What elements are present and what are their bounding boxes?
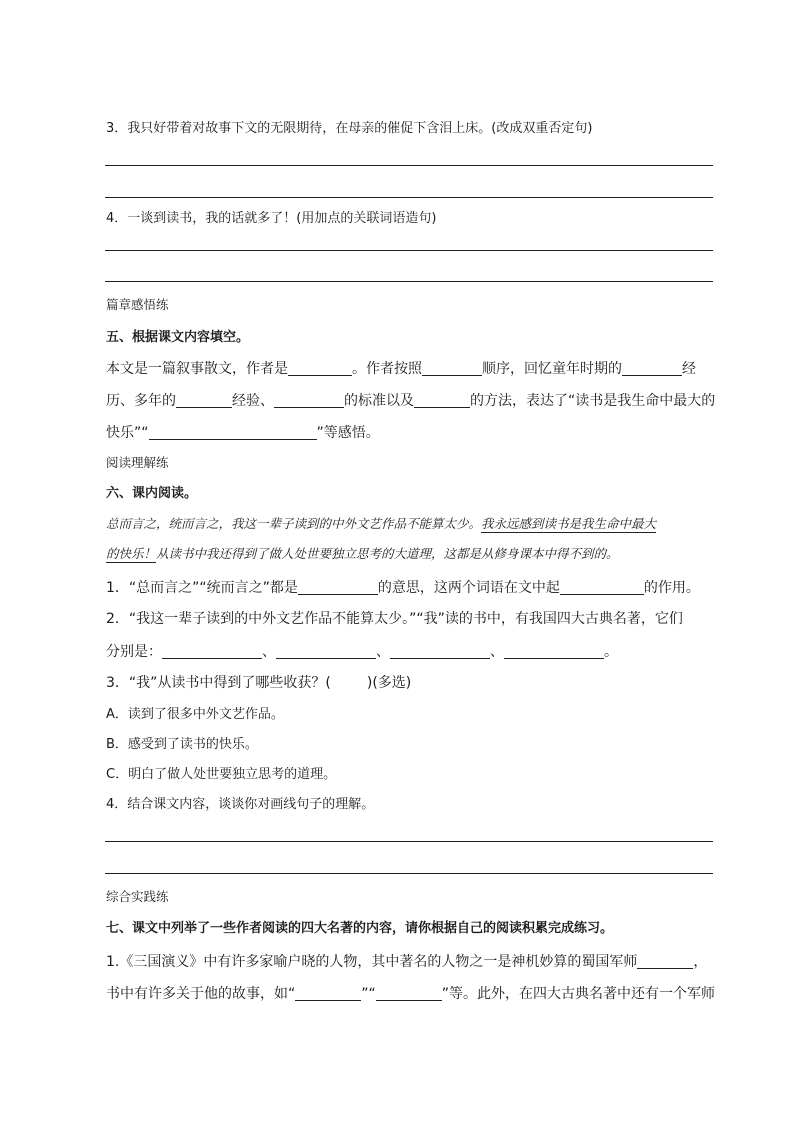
text: ，: [693, 954, 708, 970]
text: 的标准以及: [344, 393, 414, 409]
blank[interactable]: [422, 361, 482, 376]
answer-line[interactable]: [105, 873, 713, 874]
blank[interactable]: [288, 361, 352, 376]
text: ”等。此外，在四大古典名著中还有一个军师: [441, 986, 716, 1002]
section-title-practice: 综合实践练: [106, 889, 169, 904]
passage-text: 总而言之，统而言之，我这一辈子读到的中外文艺作品不能算太少。: [106, 516, 482, 531]
blank[interactable]: [149, 425, 317, 440]
text: 3．“我”从读书中得到了哪些收获？(: [106, 675, 331, 691]
question-3-text: 3．我只好带着对故事下文的无限期待，在母亲的催促下含泪上床。(改成双重否定句): [106, 121, 593, 136]
answer-line[interactable]: [105, 250, 713, 251]
text: 经验、: [232, 393, 274, 409]
text: 历、多年的: [106, 393, 176, 409]
separator: 、: [376, 644, 390, 660]
blank[interactable]: [274, 393, 344, 408]
question-5-line-3: [106, 425, 380, 440]
section-title-reading: 阅读理解练: [106, 455, 169, 470]
question-7-1-line-1: [106, 954, 707, 969]
text: 顺序，回忆童年时期的: [482, 361, 622, 377]
passage-line-1: [106, 518, 656, 531]
blank[interactable]: [276, 644, 376, 659]
question-5-heading: 五、根据课文内容填空。: [106, 330, 250, 345]
question-6-2-line-1: 2．“我这一辈子读到的中外文艺作品不能算太少。”“我”读的书中，有我国四大古典名著，它们: [106, 611, 683, 627]
question-7-heading: 七、课文中列举了一些作者阅读的四大名著的内容，请你根据自己的阅读积累完成练习。: [106, 921, 614, 936]
blank[interactable]: [414, 393, 470, 408]
passage-text: 从读书中我还得到了做人处世要独立思考的大道理，这都是从修身课本中得不到的。: [156, 546, 619, 561]
section-title-chapter: 篇章感悟练: [106, 297, 169, 312]
question-5-line-1: [106, 361, 696, 376]
blank[interactable]: [298, 580, 378, 595]
text: 快乐”“: [106, 425, 149, 441]
question-4-text: 4．一谈到读书，我的话就多了！(用加点的关联词语造句): [106, 211, 437, 226]
answer-line[interactable]: [105, 281, 713, 282]
text: 的作用。: [643, 580, 700, 596]
text: 的方法，表达了“读书是我生命中最大的: [470, 393, 716, 409]
blank[interactable]: [560, 580, 644, 595]
blank[interactable]: [622, 361, 682, 376]
text: ”“: [361, 986, 376, 1002]
answer-line[interactable]: [105, 841, 713, 842]
underlined-sentence: 的快乐！: [106, 546, 157, 561]
blank[interactable]: [637, 954, 693, 969]
blank[interactable]: [295, 986, 361, 1001]
separator: 、: [490, 644, 504, 660]
option-b[interactable]: B．感受到了读书的快乐。: [106, 737, 258, 752]
separator: 、: [262, 644, 276, 660]
answer-line[interactable]: [105, 197, 713, 198]
text: 书中有许多关于他的故事，如“: [106, 986, 296, 1002]
passage-line-2: [106, 548, 619, 561]
text: 本文是一篇叙事散文，作者是: [106, 361, 288, 377]
question-6-4: 4．结合课文内容，谈谈你对画线句子的理解。: [106, 797, 375, 812]
blank[interactable]: [504, 644, 604, 659]
text: )(多选): [366, 675, 412, 691]
blank[interactable]: [376, 986, 442, 1001]
underlined-sentence: 我永远感到读书是我生命中最大: [481, 516, 657, 531]
question-7-1-line-2: [106, 986, 715, 1001]
option-c[interactable]: C．明白了做人处世要独立思考的道理。: [106, 767, 337, 782]
question-5-line-2: [106, 393, 715, 408]
text: 分别是：: [106, 644, 162, 660]
question-6-3: [106, 676, 411, 690]
blank[interactable]: [176, 393, 232, 408]
text: 1.《三国演义》中有许多家喻户晓的人物，其中著名的人物之一是神机妙算的蜀国军师: [106, 954, 638, 970]
text: 1．“总而言之”“统而言之”都是: [106, 580, 298, 596]
text: 。作者按照: [352, 361, 422, 377]
answer-line[interactable]: [105, 165, 713, 166]
blank[interactable]: [162, 644, 262, 659]
option-a[interactable]: A．读到了很多中外文艺作品。: [106, 707, 284, 722]
text: ”等感悟。: [316, 425, 380, 441]
question-6-1: [106, 580, 700, 595]
blank[interactable]: [390, 644, 490, 659]
text: 的意思，这两个词语在文中起: [377, 580, 560, 596]
question-6-heading: 六、课内阅读。: [106, 486, 198, 501]
text: 。: [604, 644, 618, 660]
text: 经: [682, 361, 696, 377]
question-6-2-line-2: [106, 644, 618, 659]
